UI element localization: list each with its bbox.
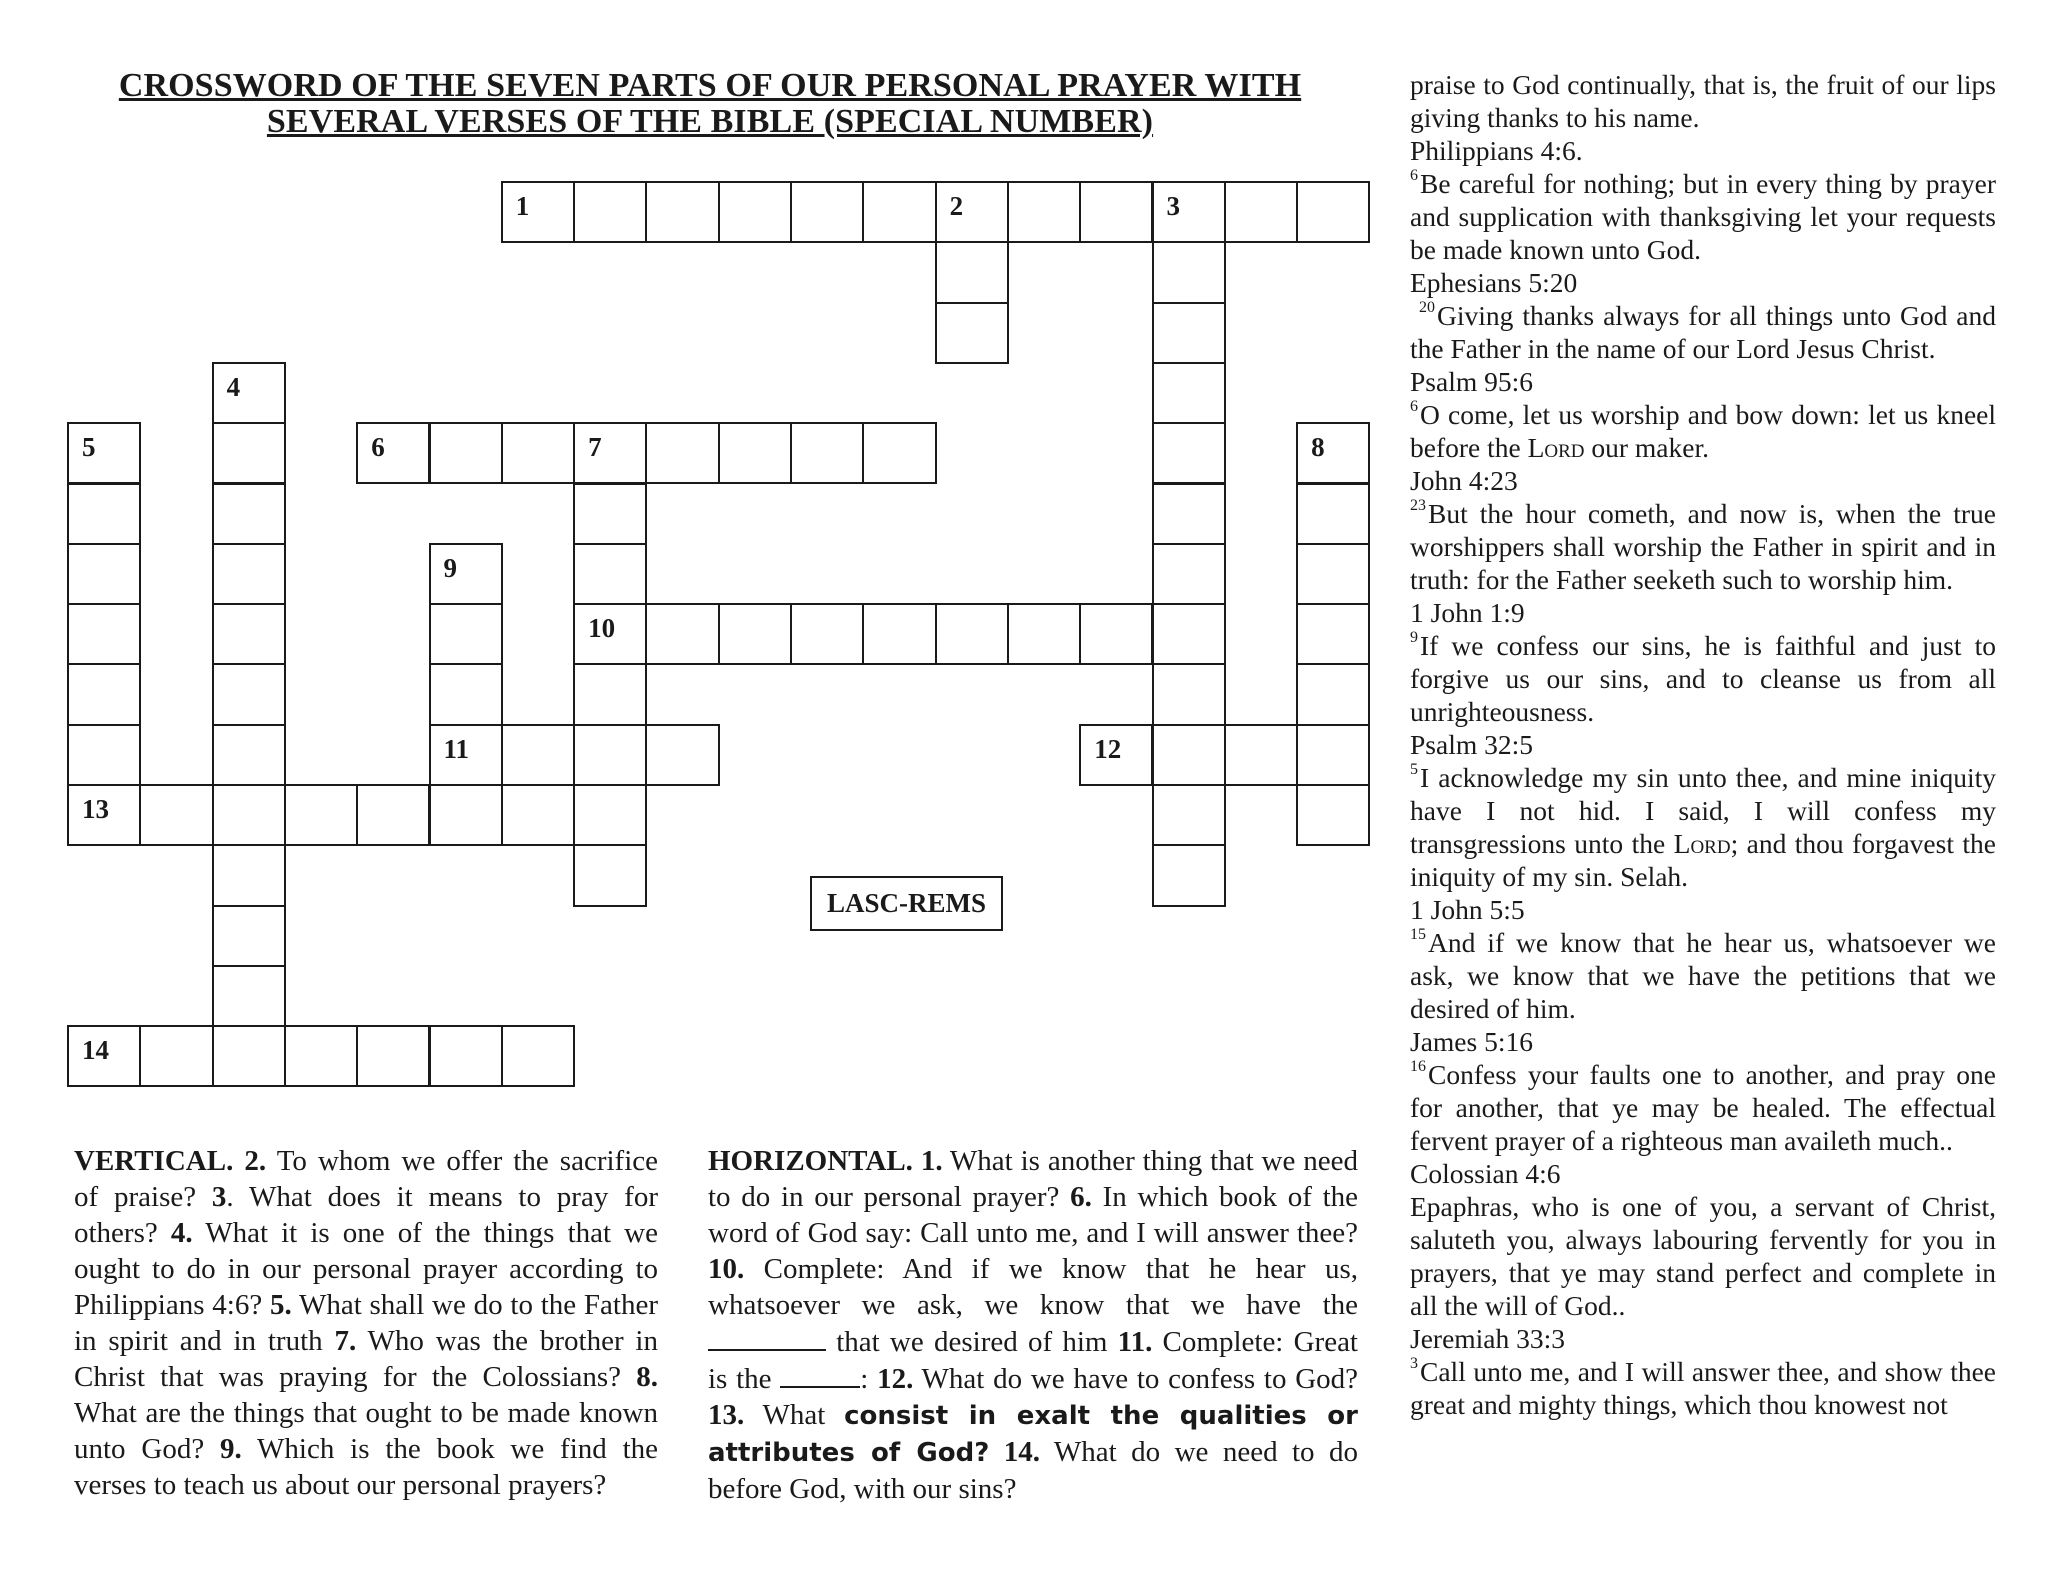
verse-text <box>1410 1355 1996 1421</box>
grid-cell <box>67 784 141 846</box>
grid-cell <box>862 422 936 484</box>
grid-cell <box>1152 784 1226 846</box>
clue-v2-text: To whom we offer the sacrifice of praise? <box>74 1145 659 1213</box>
grid-cell <box>429 663 503 725</box>
grid-cell <box>212 663 286 725</box>
verse-body: If we confess our sins, he is faithful and just to forgive us our sins, and to cleanse us from all unrighteousness. <box>1410 630 1996 727</box>
grid-cell <box>573 422 647 484</box>
page-title <box>70 68 1350 140</box>
grid-clue-number: 12 <box>1094 733 1122 764</box>
grid-cell <box>501 422 575 484</box>
grid-cell <box>1224 181 1298 243</box>
verse-lord: Lord <box>1673 828 1731 859</box>
grid-cell <box>1079 724 1153 786</box>
clue-h10-text-a: Complete: And if we know that he hear us, whatsoever we ask, we know that we have the <box>708 1253 1358 1321</box>
grid-cell <box>573 543 647 605</box>
verse-body: But the hour cometh, and now is, when the true worshippers shall worship the Father in spirit and in truth: for the Father seeketh such to worship him. <box>1410 498 1996 595</box>
answer-blank <box>780 1360 860 1388</box>
grid-cell <box>1152 362 1226 424</box>
verse-number: 9 <box>1410 629 1418 646</box>
grid-cell <box>1296 181 1370 243</box>
grid-cell <box>935 241 1009 303</box>
clue-v7-number: 7. <box>334 1325 357 1357</box>
grid-cell <box>645 603 719 665</box>
grid-cell <box>212 844 286 906</box>
grid-clue-number: 6 <box>371 432 385 463</box>
grid-clue-number: 11 <box>443 733 470 764</box>
clue-h13-text-a: What <box>744 1399 845 1431</box>
verse-ref: John 4:23 <box>1410 465 1518 496</box>
clue-h14-text: What do we need to do before God, with our sins? <box>708 1436 1358 1505</box>
verse-body: O come, let us worship and bow down: let us kneel before the <box>1410 399 1996 463</box>
clue-h13-text-b: consist in exalt the qualities or attributes of God? <box>708 1401 1358 1468</box>
grid-clue-number: 4 <box>226 371 241 402</box>
clue-v4-text: What it is one of the things that we ought to do in our personal prayer according to Philippians 4:6? <box>74 1217 658 1321</box>
grid-clue-number: 13 <box>82 794 109 824</box>
grid-cell <box>573 784 647 846</box>
grid-cell <box>718 603 792 665</box>
grid-cell <box>356 1025 430 1087</box>
grid-cell <box>212 724 286 786</box>
grid-cell <box>212 905 286 967</box>
grid-cell <box>429 603 503 665</box>
verse-ref: Colossian 4:6 <box>1410 1158 1561 1189</box>
grid-cell <box>1079 603 1153 665</box>
grid-clue-number: 8 <box>1311 432 1325 463</box>
grid-cell <box>718 422 792 484</box>
clue-h1-number: 1. <box>920 1145 943 1177</box>
verse-body: Be careful for nothing; but in every thing by prayer and supplication with thanksgiving let your requests be made known unto God. <box>1410 168 1996 265</box>
clue-v9-text: Which is the book we find the verses to teach us about our personal prayers? <box>74 1433 658 1501</box>
grid-cell <box>284 1025 358 1087</box>
clue-h1-text: What is another thing that we need to do in our personal prayer? <box>708 1145 1359 1213</box>
grid-cell <box>573 181 647 243</box>
grid-cell <box>139 1025 213 1087</box>
grid-cell <box>284 784 358 846</box>
grid-cell <box>1152 844 1226 906</box>
grid-cell <box>1152 724 1226 786</box>
grid-cell <box>356 422 430 484</box>
verse-text <box>1410 299 1996 365</box>
grid-cell <box>862 181 936 243</box>
verse-ref: Jeremiah 33:3 <box>1410 1323 1566 1354</box>
grid-cell <box>212 422 286 484</box>
grid-cell <box>1296 784 1370 846</box>
grid-clue-number: 3 <box>1166 191 1180 221</box>
verse-ref: Philippians 4:6. <box>1410 135 1583 166</box>
grid-cell <box>429 784 503 846</box>
verse-body: our maker. <box>1584 432 1709 463</box>
grid-cell <box>1296 663 1370 725</box>
grid-cell <box>645 724 719 786</box>
clue-v8-text: What are the things that ought to be made known unto God? <box>74 1397 658 1465</box>
verse-lord: Lord <box>1527 432 1585 463</box>
verse-text <box>1410 629 1996 728</box>
verse-body: Call unto me, and I will answer thee, and show thee great and mighty things, which thou knowest not <box>1410 1356 1996 1420</box>
title-line-1: CROSSWORD OF THE SEVEN PARTS OF OUR PERSONAL PRAYER WITH <box>118 67 1302 104</box>
grid-cell <box>429 1025 503 1087</box>
grid-cell <box>1152 483 1226 545</box>
clue-v3-text: . What does it means to pray for others? <box>74 1181 658 1249</box>
grid-cell <box>429 543 503 605</box>
grid-cell <box>1224 724 1298 786</box>
verse-number: 20 <box>1418 299 1435 316</box>
grid-cell <box>67 1025 141 1087</box>
grid-cell <box>573 483 647 545</box>
grid-cell <box>935 181 1009 243</box>
clue-v4-number: 4. <box>170 1217 193 1249</box>
verse-intro: praise to God continually, that is, the fruit of our lips giving thanks to his name. <box>1410 69 1996 133</box>
grid-cell <box>429 724 503 786</box>
verse-body: Giving thanks always for all things unto God and the Father in the name of our Lord Jesus Christ. <box>1410 300 1996 364</box>
grid-cell <box>935 302 1009 364</box>
grid-cell <box>212 362 286 424</box>
verse-text <box>1410 398 1996 464</box>
grid-cell <box>790 422 864 484</box>
verse-number: 6 <box>1410 398 1418 415</box>
clue-v8-number: 8. <box>636 1361 658 1393</box>
grid-clue-number: 5 <box>82 432 96 463</box>
verse-ref: 1 John 5:5 <box>1410 894 1525 925</box>
grid-cell <box>212 603 286 665</box>
grid-cell <box>862 603 936 665</box>
grid-cell <box>790 603 864 665</box>
grid-cell <box>1296 603 1370 665</box>
grid-clue-number: 1 <box>515 191 530 221</box>
grid-cell <box>67 603 141 665</box>
grid-cell <box>212 1025 286 1087</box>
clue-v7-text: Who was the brother in Christ that was praying for the Colossians? <box>74 1325 658 1393</box>
grid-cell <box>1152 302 1226 364</box>
clue-h11-number: 11. <box>1117 1326 1153 1358</box>
grid-cell <box>1296 483 1370 545</box>
grid-cell <box>1296 543 1370 605</box>
clue-v3-number: 3 <box>211 1181 227 1213</box>
grid-cell <box>139 784 213 846</box>
grid-cell <box>573 603 647 665</box>
verse-text <box>1410 926 1996 1025</box>
vertical-clues <box>74 1143 658 1503</box>
grid-cell <box>1152 241 1226 303</box>
verse-body: Confess your faults one to another, and pray one for another, that ye may be healed. The effectual fervent prayer of a righteous man availeth much.. <box>1410 1059 1996 1156</box>
horizontal-label: HORIZONTAL. <box>708 1145 913 1177</box>
clue-h10-text-b: that we desired of him <box>826 1326 1118 1358</box>
grid-cell <box>645 422 719 484</box>
grid-cell <box>1296 422 1370 484</box>
grid-cell <box>429 422 503 484</box>
clue-h14-number: 14. <box>1003 1436 1041 1468</box>
clue-v5-number: 5. <box>269 1289 292 1321</box>
grid-cell <box>501 784 575 846</box>
grid-cell <box>212 543 286 605</box>
grid-cell <box>1007 181 1081 243</box>
bible-verses-column <box>1410 68 1996 1421</box>
lasc-rems-stamp: LASC-REMS <box>810 876 1003 931</box>
verse-body: I acknowledge my sin unto thee, and mine iniquity have I not hid. I said, I will confess my transgressions unto the <box>1410 762 1996 859</box>
vertical-label: VERTICAL. <box>74 1145 234 1177</box>
verse-number: 15 <box>1410 926 1426 943</box>
title-line-2: SEVERAL VERSES OF THE BIBLE (SPECIAL NUMBER) <box>266 103 1154 140</box>
grid-cell <box>1152 663 1226 725</box>
verse-number: 3 <box>1410 1355 1418 1372</box>
verse-body: And if we know that he hear us, whatsoever we ask, we know that we have the petitions that we desired of him. <box>1410 927 1996 1024</box>
clue-h6-text: In which book of the word of God say: Call unto me, and I will answer thee? <box>708 1181 1358 1249</box>
grid-cell <box>1296 724 1370 786</box>
grid-cell <box>67 663 141 725</box>
verse-body: Epaphras, who is one of you, a servant of Christ, saluteth you, always labouring fervently for you in prayers, that ye may stand perfect and complete in all the will of God.. <box>1410 1191 1996 1321</box>
verse-text <box>1410 761 1996 893</box>
answer-blank <box>708 1323 826 1351</box>
grid-cell <box>645 181 719 243</box>
verse-text <box>1410 497 1996 596</box>
grid-cell <box>212 483 286 545</box>
verse-ref: Psalm 95:6 <box>1410 366 1533 397</box>
clue-h10-number: 10. <box>708 1253 745 1285</box>
clue-h12-number: 12. <box>877 1363 914 1395</box>
verse-number: 5 <box>1410 761 1418 778</box>
horizontal-clues <box>708 1143 1358 1507</box>
grid-cell <box>67 543 141 605</box>
clue-h11-text-a: Complete: Great is the <box>708 1326 1358 1395</box>
verse-body: ; and thou forgavest the iniquity of my sin. Selah. <box>1410 828 1996 892</box>
clue-v5-text: What shall we do to the Father in spirit and in truth <box>74 1289 658 1357</box>
grid-cell <box>935 603 1009 665</box>
grid-cell <box>1152 422 1226 484</box>
grid-cell <box>212 784 286 846</box>
grid-cell <box>1007 603 1081 665</box>
grid-cell <box>67 483 141 545</box>
verse-ref: 1 John 1:9 <box>1410 597 1525 628</box>
grid-cell <box>356 784 430 846</box>
verse-ref: Psalm 32:5 <box>1410 729 1533 760</box>
verse-text <box>1410 167 1996 266</box>
grid-clue-number: 2 <box>949 191 964 221</box>
verse-ref: Ephesians 5:20 <box>1410 267 1578 298</box>
verse-ref: James 5:16 <box>1410 1026 1533 1057</box>
grid-cell <box>573 663 647 725</box>
grid-cell <box>573 724 647 786</box>
grid-cell <box>1152 603 1226 665</box>
clue-h6-number: 6. <box>1070 1181 1092 1213</box>
grid-clue-number: 14 <box>82 1035 109 1066</box>
grid-cell <box>501 724 575 786</box>
clue-v9-number: 9. <box>220 1433 242 1465</box>
verse-number: 16 <box>1410 1058 1426 1075</box>
grid-clue-number: 9 <box>443 552 457 583</box>
grid-cell <box>212 965 286 1027</box>
grid-cell <box>790 181 864 243</box>
grid-cell <box>573 844 647 906</box>
grid-cell <box>501 1025 575 1087</box>
clue-h11-text-b: : <box>860 1363 878 1395</box>
verse-text <box>1410 1058 1996 1157</box>
grid-cell <box>67 422 141 484</box>
grid-cell <box>501 181 575 243</box>
verse-text <box>1410 1190 1996 1322</box>
verse-number: 23 <box>1410 497 1426 514</box>
grid-cell <box>67 724 141 786</box>
grid-cell <box>1079 181 1153 243</box>
grid-cell <box>718 181 792 243</box>
grid-cell <box>1152 181 1226 243</box>
verse-number: 6 <box>1410 167 1418 184</box>
clue-h13-number: 13. <box>708 1399 745 1431</box>
clue-h12-text: What do we have to confess to God? <box>913 1363 1359 1395</box>
grid-clue-number: 10 <box>588 613 616 644</box>
grid-clue-number: 7 <box>588 432 602 463</box>
clue-v2-number: 2. <box>244 1145 267 1177</box>
grid-cell <box>1152 543 1226 605</box>
